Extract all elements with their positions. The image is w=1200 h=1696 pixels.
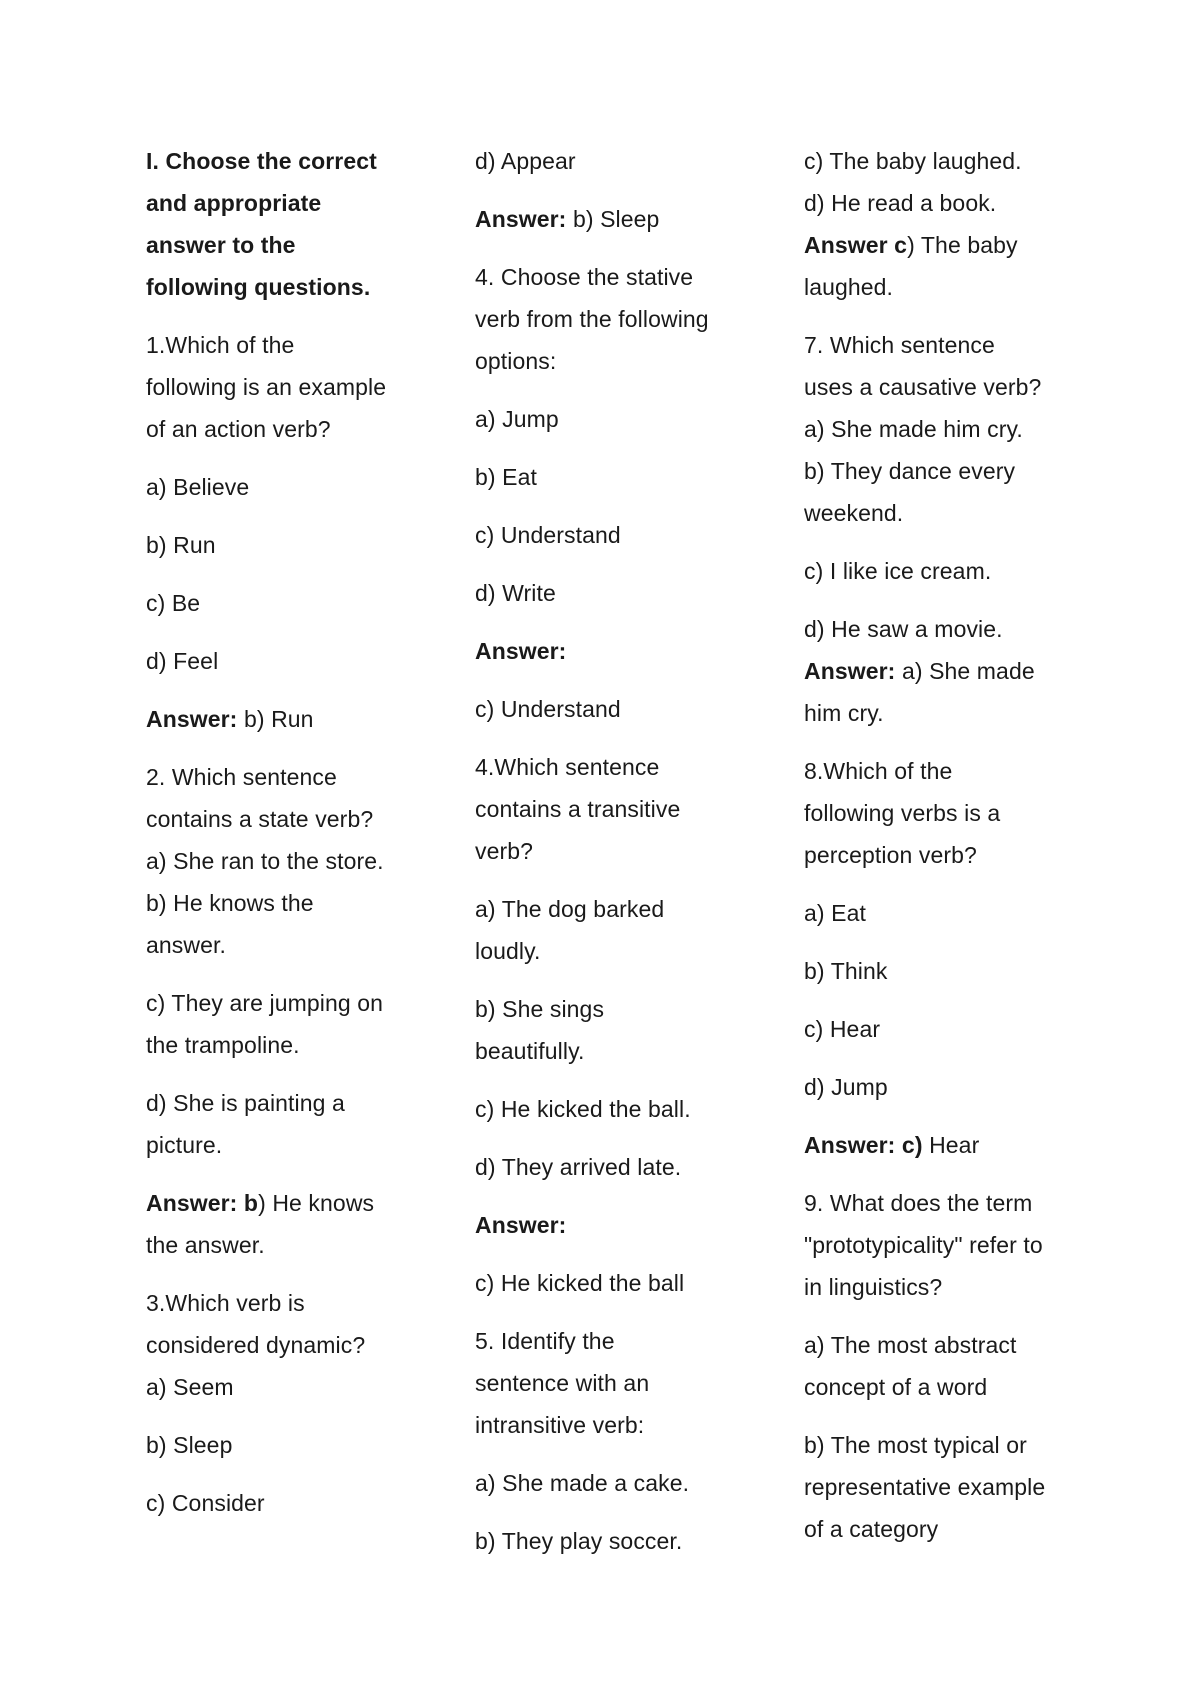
- bold-text: I. Choose the correct: [146, 148, 377, 174]
- text: b) Eat: [475, 464, 537, 490]
- text-line: [146, 640, 421, 682]
- text-line: [146, 756, 421, 798]
- text-line: [804, 1366, 1094, 1408]
- text: d) Appear: [475, 148, 576, 174]
- text: considered dynamic?: [146, 1332, 366, 1358]
- text-line: [146, 324, 421, 366]
- text: 2. Which sentence: [146, 764, 337, 790]
- text: of a category: [804, 1516, 939, 1542]
- text: contains a transitive: [475, 796, 681, 822]
- text: c) He kicked the ball: [475, 1270, 685, 1296]
- paragraph-gap: [475, 672, 765, 688]
- text-line: [804, 1008, 1094, 1050]
- text-line: [475, 398, 765, 440]
- paragraph-gap: [475, 1130, 765, 1146]
- text-line: [804, 366, 1094, 408]
- text-line: [475, 830, 765, 872]
- text-line: [146, 140, 421, 182]
- text: contains a state verb?: [146, 806, 374, 832]
- text-line: [804, 408, 1094, 450]
- text-line: [475, 788, 765, 830]
- paragraph-gap: [804, 734, 1094, 750]
- text-line: [146, 224, 421, 266]
- text: perception verb?: [804, 842, 977, 868]
- text-line: [475, 1262, 765, 1304]
- text: a) She made him cry.: [804, 416, 1023, 442]
- text-line: [475, 298, 765, 340]
- text: d) He saw a movie.: [804, 616, 1003, 642]
- text-line: [146, 840, 421, 882]
- text-line: [804, 1066, 1094, 1108]
- text: a) Seem: [146, 1374, 234, 1400]
- text-line: [146, 798, 421, 840]
- text: ) The baby: [907, 232, 1018, 258]
- text-line: [804, 450, 1094, 492]
- paragraph-gap: [475, 498, 765, 514]
- paragraph-gap: [146, 740, 421, 756]
- paragraph-gap: [475, 730, 765, 746]
- text: b) Sleep: [146, 1432, 233, 1458]
- paragraph-gap: [804, 1166, 1094, 1182]
- text: c) Consider: [146, 1490, 265, 1516]
- text: b) She sings: [475, 996, 605, 1022]
- text-line: [475, 930, 765, 972]
- column-1: [146, 140, 421, 1524]
- text-line: [475, 988, 765, 1030]
- text-line: [804, 1182, 1094, 1224]
- paragraph-gap: [146, 624, 421, 640]
- text: d) Write: [475, 580, 556, 606]
- text: b) Sleep: [566, 206, 660, 232]
- paragraph-gap: [804, 934, 1094, 950]
- text: a) Jump: [475, 406, 559, 432]
- text-line: [475, 340, 765, 382]
- text: the trampoline.: [146, 1032, 300, 1058]
- text: 5. Identify the: [475, 1328, 615, 1354]
- text-line: [475, 1320, 765, 1362]
- text: laughed.: [804, 274, 894, 300]
- bold-text: Answer:: [475, 206, 567, 232]
- paragraph-gap: [146, 1466, 421, 1482]
- paragraph-gap: [804, 992, 1094, 1008]
- paragraph-gap: [804, 1108, 1094, 1124]
- bold-text: Answer: c): [804, 1132, 923, 1158]
- column-2: [475, 140, 765, 1562]
- text-line: [475, 1030, 765, 1072]
- text: b) They play soccer.: [475, 1528, 683, 1554]
- text: 7. Which sentence: [804, 332, 995, 358]
- paragraph-gap: [146, 450, 421, 466]
- text: c) Be: [146, 590, 201, 616]
- text: d) Feel: [146, 648, 219, 674]
- paragraph-gap: [475, 1304, 765, 1320]
- text: of an action verb?: [146, 416, 331, 442]
- text-line: [475, 688, 765, 730]
- text: c) Hear: [804, 1016, 881, 1042]
- text: b) He knows the: [146, 890, 314, 916]
- text: a) Believe: [146, 474, 250, 500]
- text: c) Understand: [475, 522, 621, 548]
- paragraph-gap: [146, 1066, 421, 1082]
- text-line: [146, 1182, 421, 1224]
- paragraph-gap: [804, 592, 1094, 608]
- text: c) They are jumping on: [146, 990, 384, 1016]
- text: a) She ran to the store.: [146, 848, 384, 874]
- text: d) She is painting a: [146, 1090, 345, 1116]
- text-line: [475, 630, 765, 672]
- text: c) I like ice cream.: [804, 558, 992, 584]
- text-line: [475, 572, 765, 614]
- text-line: [146, 1224, 421, 1266]
- paragraph-gap: [475, 382, 765, 398]
- text-line: [146, 366, 421, 408]
- paragraph-gap: [475, 1072, 765, 1088]
- text-line: [475, 1204, 765, 1246]
- text: c) He kicked the ball.: [475, 1096, 691, 1122]
- text-line: [146, 1366, 421, 1408]
- paragraph-gap: [146, 508, 421, 524]
- text: b) The most typical or: [804, 1432, 1027, 1458]
- text: loudly.: [475, 938, 541, 964]
- text-line: [146, 1082, 421, 1124]
- text-line: [804, 1466, 1094, 1508]
- text: him cry.: [804, 700, 884, 726]
- text-line: [146, 1324, 421, 1366]
- text: 1.Which of the: [146, 332, 295, 358]
- text-line: [804, 792, 1094, 834]
- text-line: [804, 1124, 1094, 1166]
- text: following is an example: [146, 374, 387, 400]
- text-line: [475, 746, 765, 788]
- text: a) She made: [895, 658, 1035, 684]
- text-line: [475, 456, 765, 498]
- text-line: [804, 834, 1094, 876]
- paragraph-gap: [146, 966, 421, 982]
- bold-text: Answer:: [475, 638, 567, 664]
- text-line: [804, 692, 1094, 734]
- column-3: [804, 140, 1094, 1550]
- text: c) Understand: [475, 696, 621, 722]
- paragraph-gap: [475, 1246, 765, 1262]
- paragraph-gap: [475, 614, 765, 630]
- text: 3.Which verb is: [146, 1290, 305, 1316]
- text: Hear: [922, 1132, 980, 1158]
- text: 4. Choose the stative: [475, 264, 694, 290]
- paragraph-gap: [146, 566, 421, 582]
- bold-text: following questions.: [146, 274, 371, 300]
- text-line: [804, 608, 1094, 650]
- text-line: [475, 1088, 765, 1130]
- text: verb?: [475, 838, 534, 864]
- text-line: [804, 950, 1094, 992]
- text: "prototypicality" refer to: [804, 1232, 1043, 1258]
- text: in linguistics?: [804, 1274, 943, 1300]
- bold-text: Answer:: [146, 706, 238, 732]
- text: d) Jump: [804, 1074, 888, 1100]
- text-line: [475, 1146, 765, 1188]
- text-line: [804, 1324, 1094, 1366]
- text-line: [804, 892, 1094, 934]
- text-line: [475, 1404, 765, 1446]
- bold-text: and appropriate: [146, 190, 322, 216]
- text: b) Think: [804, 958, 888, 984]
- text: uses a causative verb?: [804, 374, 1042, 400]
- text-line: [146, 1424, 421, 1466]
- text: c) The baby laughed.: [804, 148, 1022, 174]
- text-line: [475, 888, 765, 930]
- bold-text: Answer:: [475, 1212, 567, 1238]
- paragraph-gap: [475, 1446, 765, 1462]
- paragraph-gap: [475, 240, 765, 256]
- text-line: [475, 1520, 765, 1562]
- text: a) She made a cake.: [475, 1470, 690, 1496]
- text: a) The dog barked: [475, 896, 665, 922]
- bold-text: answer to the: [146, 232, 296, 258]
- text: following verbs is a: [804, 800, 1001, 826]
- text-line: [804, 324, 1094, 366]
- text-line: [146, 698, 421, 740]
- bold-text: Answer c: [804, 232, 908, 258]
- text-line: [146, 982, 421, 1024]
- paragraph-gap: [475, 1188, 765, 1204]
- paragraph-gap: [804, 1308, 1094, 1324]
- text: b) Run: [146, 532, 216, 558]
- paragraph-gap: [146, 1408, 421, 1424]
- text-line: [804, 1508, 1094, 1550]
- text-line: [146, 582, 421, 624]
- text-line: [475, 514, 765, 556]
- paragraph-gap: [804, 1408, 1094, 1424]
- paragraph-gap: [475, 556, 765, 572]
- text: representative example: [804, 1474, 1046, 1500]
- text-line: [146, 408, 421, 450]
- text-line: [804, 140, 1094, 182]
- text: ) He knows: [258, 1190, 375, 1216]
- text: d) He read a book.: [804, 190, 997, 216]
- text: sentence with an: [475, 1370, 650, 1396]
- paragraph-gap: [804, 876, 1094, 892]
- text: verb from the following: [475, 306, 709, 332]
- text: picture.: [146, 1132, 223, 1158]
- text: concept of a word: [804, 1374, 988, 1400]
- text: d) They arrived late.: [475, 1154, 682, 1180]
- text-line: [475, 1362, 765, 1404]
- text-line: [146, 182, 421, 224]
- text-line: [804, 1224, 1094, 1266]
- text-line: [146, 1282, 421, 1324]
- paragraph-gap: [146, 1266, 421, 1282]
- text-line: [475, 256, 765, 298]
- text-line: [146, 466, 421, 508]
- paragraph-gap: [146, 682, 421, 698]
- text: options:: [475, 348, 557, 374]
- text-line: [804, 1424, 1094, 1466]
- text-line: [804, 750, 1094, 792]
- text-line: [146, 524, 421, 566]
- paragraph-gap: [475, 440, 765, 456]
- paragraph-gap: [475, 972, 765, 988]
- text: 9. What does the term: [804, 1190, 1033, 1216]
- text: weekend.: [804, 500, 904, 526]
- text-line: [146, 1024, 421, 1066]
- text-line: [804, 224, 1094, 266]
- paragraph-gap: [475, 872, 765, 888]
- text-line: [146, 924, 421, 966]
- text: answer.: [146, 932, 226, 958]
- text-line: [804, 550, 1094, 592]
- text: b) Run: [237, 706, 314, 732]
- text-line: [146, 266, 421, 308]
- paragraph-gap: [146, 1166, 421, 1182]
- text-line: [475, 198, 765, 240]
- text: b) They dance every: [804, 458, 1016, 484]
- paragraph-gap: [475, 1504, 765, 1520]
- bold-text: Answer: b: [146, 1190, 259, 1216]
- text: beautifully.: [475, 1038, 585, 1064]
- text: intransitive verb:: [475, 1412, 645, 1438]
- text-line: [804, 182, 1094, 224]
- paragraph-gap: [804, 308, 1094, 324]
- text: a) The most abstract: [804, 1332, 1017, 1358]
- text-line: [146, 1482, 421, 1524]
- text-line: [804, 266, 1094, 308]
- paragraph-gap: [146, 308, 421, 324]
- bold-text: Answer:: [804, 658, 896, 684]
- text-line: [146, 882, 421, 924]
- text-line: [804, 492, 1094, 534]
- paragraph-gap: [804, 534, 1094, 550]
- text-line: [475, 1462, 765, 1504]
- text-line: [804, 1266, 1094, 1308]
- text: a) Eat: [804, 900, 866, 926]
- text: the answer.: [146, 1232, 265, 1258]
- paragraph-gap: [804, 1050, 1094, 1066]
- paragraph-gap: [475, 182, 765, 198]
- text-line: [804, 650, 1094, 692]
- text-line: [146, 1124, 421, 1166]
- text-line: [475, 140, 765, 182]
- text: 8.Which of the: [804, 758, 953, 784]
- text: 4.Which sentence: [475, 754, 660, 780]
